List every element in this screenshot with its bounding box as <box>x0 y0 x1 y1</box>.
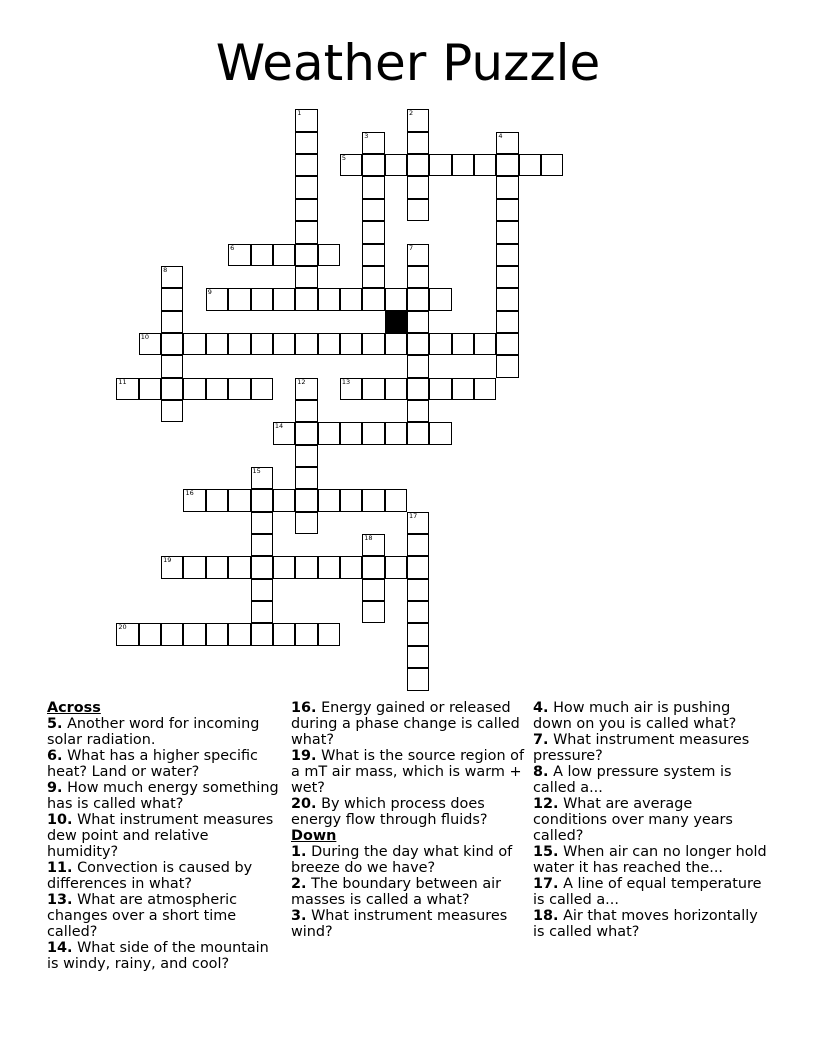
grid-cell[interactable] <box>318 556 340 578</box>
grid-cell[interactable] <box>295 176 317 198</box>
clue-number-label: 18 <box>364 534 373 543</box>
clue-text: Another word for incoming solar radiation. <box>47 716 260 748</box>
clue-number-label: 17 <box>408 511 418 520</box>
grid-cell[interactable] <box>362 176 384 198</box>
clue-text: By which process does energy flow through fluids? <box>291 796 488 828</box>
grid-cell[interactable] <box>183 623 205 645</box>
grid-cell[interactable] <box>295 489 317 511</box>
clue-text: What has a higher specific heat? Land or water? <box>47 748 258 780</box>
clue-down-3 <box>291 908 527 940</box>
grid-cell[interactable] <box>273 244 295 266</box>
clue-down-15 <box>533 844 769 876</box>
clue-text: What are average conditions over many years called? <box>533 796 733 844</box>
clue-number: 11. <box>47 860 73 876</box>
clue-number: 7. <box>533 732 549 748</box>
grid-cell[interactable] <box>228 244 250 266</box>
clue-text: What instrument measures pressure? <box>533 732 750 764</box>
grid-cell[interactable] <box>295 400 317 422</box>
grid-cell[interactable] <box>407 556 429 578</box>
grid-cell[interactable] <box>429 422 451 444</box>
grid-cell[interactable] <box>452 154 474 176</box>
grid-cell[interactable] <box>161 355 183 377</box>
grid-cell[interactable] <box>407 623 429 645</box>
grid-cell[interactable] <box>116 623 138 645</box>
grid-cell[interactable] <box>340 422 362 444</box>
grid-cell[interactable] <box>273 623 295 645</box>
grid-cell[interactable] <box>407 288 429 310</box>
grid-cell[interactable] <box>251 288 273 310</box>
grid-cell[interactable] <box>496 266 518 288</box>
clue-down-18 <box>533 908 769 940</box>
clue-number: 20. <box>291 796 317 812</box>
grid-cell[interactable] <box>496 176 518 198</box>
clue-text: A line of equal temperature is called a... <box>533 876 762 908</box>
grid-cell[interactable] <box>407 400 429 422</box>
grid-cell[interactable] <box>318 333 340 355</box>
grid-cell[interactable] <box>362 244 384 266</box>
clue-number: 3. <box>291 908 307 924</box>
grid-cell[interactable] <box>295 512 317 534</box>
clue-text: What instrument measures dew point and relative humidity? <box>47 812 274 860</box>
grid-cell[interactable] <box>295 422 317 444</box>
clue-across-5 <box>47 716 283 748</box>
clue-number: 6. <box>47 748 63 764</box>
grid-cell[interactable] <box>407 109 429 131</box>
grid-cell[interactable] <box>385 556 407 578</box>
grid-cell[interactable] <box>407 668 429 690</box>
grid-cell[interactable] <box>474 378 496 400</box>
grid-cell[interactable] <box>295 154 317 176</box>
grid-cell[interactable] <box>407 422 429 444</box>
grid-cell[interactable] <box>318 288 340 310</box>
clue-number: 12. <box>533 796 559 812</box>
grid-cell[interactable] <box>251 244 273 266</box>
clue-text: What side of the mountain is windy, rainy, and cool? <box>47 940 269 972</box>
clues-column-3 <box>533 700 769 940</box>
grid-cell[interactable] <box>362 489 384 511</box>
clue-across-10 <box>47 812 283 860</box>
grid-cell[interactable] <box>340 489 362 511</box>
grid-cell[interactable] <box>407 378 429 400</box>
grid-cell[interactable] <box>362 333 384 355</box>
grid-cell[interactable] <box>385 422 407 444</box>
clue-down-4 <box>533 700 769 732</box>
clue-number-label: 5 <box>341 154 347 163</box>
grid-cell[interactable] <box>318 489 340 511</box>
grid-cell[interactable] <box>228 489 250 511</box>
grid-cell[interactable] <box>496 132 518 154</box>
grid-cell[interactable] <box>251 467 273 489</box>
grid-cell[interactable] <box>340 378 362 400</box>
clue-text: What are atmospheric changes over a short time called? <box>47 892 238 940</box>
grid-cell[interactable] <box>206 288 228 310</box>
grid-cell[interactable] <box>407 199 429 221</box>
grid-cell[interactable] <box>318 422 340 444</box>
clue-number-label: 13 <box>341 377 351 386</box>
grid-cell[interactable] <box>362 154 384 176</box>
clue-text: The boundary between air masses is called a what? <box>291 876 502 908</box>
grid-cell[interactable] <box>206 333 228 355</box>
clue-text: How much air is pushing down on you is called what? <box>533 700 737 732</box>
clue-number: 14. <box>47 940 73 956</box>
across-heading: Across <box>47 700 101 716</box>
grid-cell[interactable] <box>161 623 183 645</box>
grid-cell[interactable] <box>295 378 317 400</box>
clue-number-label: 19 <box>163 556 172 565</box>
grid-cell[interactable] <box>318 244 340 266</box>
grid-cell[interactable] <box>429 154 451 176</box>
grid-cell[interactable] <box>183 333 205 355</box>
grid-cell[interactable] <box>183 556 205 578</box>
grid-cell[interactable] <box>362 221 384 243</box>
grid-cell[interactable] <box>295 132 317 154</box>
grid-cell[interactable] <box>407 154 429 176</box>
grid-cell[interactable] <box>161 311 183 333</box>
grid-cell[interactable] <box>407 579 429 601</box>
grid-cell[interactable] <box>429 288 451 310</box>
clue-number: 17. <box>533 876 559 892</box>
grid-cell[interactable] <box>340 154 362 176</box>
grid-cell[interactable] <box>295 221 317 243</box>
grid-cell[interactable] <box>251 378 273 400</box>
clue-number: 19. <box>291 748 317 764</box>
grid-cell[interactable] <box>407 601 429 623</box>
grid-cell[interactable] <box>452 333 474 355</box>
grid-cell[interactable] <box>273 333 295 355</box>
grid-cell[interactable] <box>139 623 161 645</box>
clue-number-label: 11 <box>118 377 127 386</box>
clue-number: 1. <box>291 844 307 860</box>
clue-across-11 <box>47 860 283 892</box>
puzzle-title: Weather Puzzle <box>215 34 601 92</box>
grid-cell[interactable] <box>362 378 384 400</box>
grid-cell[interactable] <box>161 333 183 355</box>
grid-cell[interactable] <box>295 623 317 645</box>
clue-number-label: 2 <box>408 109 414 118</box>
grid-cell[interactable] <box>362 534 384 556</box>
grid-cell[interactable] <box>385 378 407 400</box>
grid-cell[interactable] <box>385 489 407 511</box>
grid-cell[interactable] <box>139 378 161 400</box>
clue-across-6 <box>47 748 283 780</box>
grid-cell[interactable] <box>362 579 384 601</box>
grid-cell[interactable] <box>251 333 273 355</box>
grid-cell[interactable] <box>161 400 183 422</box>
grid-cell[interactable] <box>474 154 496 176</box>
grid-cell[interactable] <box>251 489 273 511</box>
clue-number-label: 4 <box>498 131 503 140</box>
clue-down-8 <box>533 764 769 796</box>
clue-text: A low pressure system is called a... <box>533 764 732 796</box>
clue-number: 10. <box>47 812 73 828</box>
grid-cell[interactable] <box>161 556 183 578</box>
grid-cell[interactable] <box>295 467 317 489</box>
clues-column-1 <box>47 700 283 972</box>
grid-cell[interactable] <box>183 378 205 400</box>
grid-cell[interactable] <box>206 623 228 645</box>
clue-number-label: 12 <box>297 377 306 386</box>
grid-cell[interactable] <box>340 288 362 310</box>
grid-cell[interactable] <box>407 534 429 556</box>
clue-across-19 <box>291 748 527 796</box>
grid-cell[interactable] <box>429 378 451 400</box>
grid-cell[interactable] <box>273 422 295 444</box>
grid-cell[interactable] <box>407 176 429 198</box>
grid-cell[interactable] <box>362 266 384 288</box>
grid-cell[interactable] <box>295 333 317 355</box>
clue-number: 4. <box>533 700 549 716</box>
grid-cell[interactable] <box>273 489 295 511</box>
clue-number: 8. <box>533 764 549 780</box>
grid-cell[interactable] <box>295 266 317 288</box>
grid-cell[interactable] <box>295 199 317 221</box>
clue-text: What is the source region of a mT air mass, which is warm + wet? <box>291 748 525 796</box>
grid-cell[interactable] <box>496 333 518 355</box>
grid-cell[interactable] <box>407 132 429 154</box>
clue-across-16 <box>291 700 527 748</box>
grid-cell[interactable] <box>496 221 518 243</box>
grid-cell[interactable] <box>183 489 205 511</box>
grid-cell[interactable] <box>385 333 407 355</box>
clue-number: 2. <box>291 876 307 892</box>
clue-text: Convection is caused by differences in what? <box>47 860 253 892</box>
clue-number: 18. <box>533 908 559 924</box>
grid-cell[interactable] <box>139 333 161 355</box>
grid-cell[interactable] <box>519 154 541 176</box>
grid-cell[interactable] <box>474 333 496 355</box>
clue-across-9 <box>47 780 283 812</box>
grid-cell[interactable] <box>362 422 384 444</box>
clue-across-14 <box>47 940 283 972</box>
clue-number: 16. <box>291 700 317 716</box>
clue-number-label: 20 <box>118 623 127 632</box>
clue-number-label: 3 <box>364 131 369 140</box>
grid-cell[interactable] <box>496 154 518 176</box>
grid-cell[interactable] <box>452 378 474 400</box>
grid-cell[interactable] <box>295 556 317 578</box>
grid-cell[interactable] <box>385 154 407 176</box>
clue-number-label: 9 <box>207 288 212 297</box>
grid-cell[interactable] <box>251 601 273 623</box>
grid-cell[interactable] <box>228 378 250 400</box>
grid-cell[interactable] <box>318 623 340 645</box>
grid-cell[interactable] <box>206 489 228 511</box>
grid-cell[interactable] <box>295 445 317 467</box>
grid-cell[interactable] <box>206 378 228 400</box>
grid-cell[interactable] <box>228 623 250 645</box>
clue-number-label: 6 <box>230 243 235 252</box>
clue-across-13 <box>47 892 283 940</box>
clue-number: 13. <box>47 892 73 908</box>
clue-text: Energy gained or released during a phase change is called what? <box>291 700 520 748</box>
grid-cell[interactable] <box>541 154 563 176</box>
grid-cell[interactable] <box>362 601 384 623</box>
grid-cell[interactable] <box>496 199 518 221</box>
grid-cell[interactable] <box>295 288 317 310</box>
clue-text: During the day what kind of breeze do we have? <box>291 844 513 876</box>
clue-text: How much energy something has is called what? <box>47 780 279 812</box>
grid-cell[interactable] <box>429 333 451 355</box>
grid-cell[interactable] <box>362 132 384 154</box>
grid-cell[interactable] <box>251 579 273 601</box>
clue-number: 5. <box>47 716 63 732</box>
clue-down-2 <box>291 876 527 908</box>
clue-text: What instrument measures wind? <box>291 908 508 940</box>
grid-cell[interactable] <box>161 378 183 400</box>
grid-cell[interactable] <box>496 244 518 266</box>
clue-down-1 <box>291 844 527 876</box>
grid-cell[interactable] <box>161 266 183 288</box>
clue-number-label: 1 <box>297 109 302 118</box>
grid-cell[interactable] <box>251 623 273 645</box>
grid-cell[interactable] <box>251 512 273 534</box>
clue-number-label: 10 <box>140 332 150 341</box>
black-cell <box>385 311 407 333</box>
clue-down-12 <box>533 796 769 844</box>
clue-across-20 <box>291 796 527 828</box>
grid-cell[interactable] <box>496 288 518 310</box>
clue-text: When air can no longer hold water it has reached the... <box>533 844 767 876</box>
grid-cell[interactable] <box>407 244 429 266</box>
grid-cell[interactable] <box>496 355 518 377</box>
grid-cell[interactable] <box>228 556 250 578</box>
clue-number-label: 8 <box>163 265 168 274</box>
clue-number: 9. <box>47 780 63 796</box>
clue-number-label: 15 <box>252 467 261 475</box>
grid-cell[interactable] <box>206 556 228 578</box>
grid-cell[interactable] <box>407 646 429 668</box>
grid-cell[interactable] <box>340 556 362 578</box>
grid-cell[interactable] <box>385 288 407 310</box>
grid-cell[interactable] <box>161 288 183 310</box>
grid-cell[interactable] <box>228 333 250 355</box>
grid-cell[interactable] <box>496 311 518 333</box>
clue-number: 15. <box>533 844 559 860</box>
clue-down-17 <box>533 876 769 908</box>
grid-cell[interactable] <box>407 512 429 534</box>
clue-number-label: 14 <box>274 422 284 431</box>
down-heading: Down <box>291 828 337 844</box>
grid-cell[interactable] <box>340 333 362 355</box>
grid-cell[interactable] <box>407 266 429 288</box>
grid-cell[interactable] <box>362 288 384 310</box>
clue-number-label: 7 <box>408 243 414 252</box>
clues-column-2 <box>291 700 527 940</box>
grid-cell[interactable] <box>116 378 138 400</box>
grid-cell[interactable] <box>295 109 317 131</box>
grid-cell[interactable] <box>407 355 429 377</box>
grid-cell[interactable] <box>228 288 250 310</box>
grid-cell[interactable] <box>251 534 273 556</box>
grid-cell[interactable] <box>407 333 429 355</box>
grid-cell[interactable] <box>362 556 384 578</box>
grid-cell[interactable] <box>273 288 295 310</box>
grid-cell[interactable] <box>295 244 317 266</box>
clue-down-7 <box>533 732 769 764</box>
grid-cell[interactable] <box>273 556 295 578</box>
grid-cell[interactable] <box>251 556 273 578</box>
grid-cell[interactable] <box>362 199 384 221</box>
grid-cell[interactable] <box>407 311 429 333</box>
clue-text: Air that moves horizontally is called what? <box>533 908 758 940</box>
clue-number-label: 16 <box>185 489 194 498</box>
